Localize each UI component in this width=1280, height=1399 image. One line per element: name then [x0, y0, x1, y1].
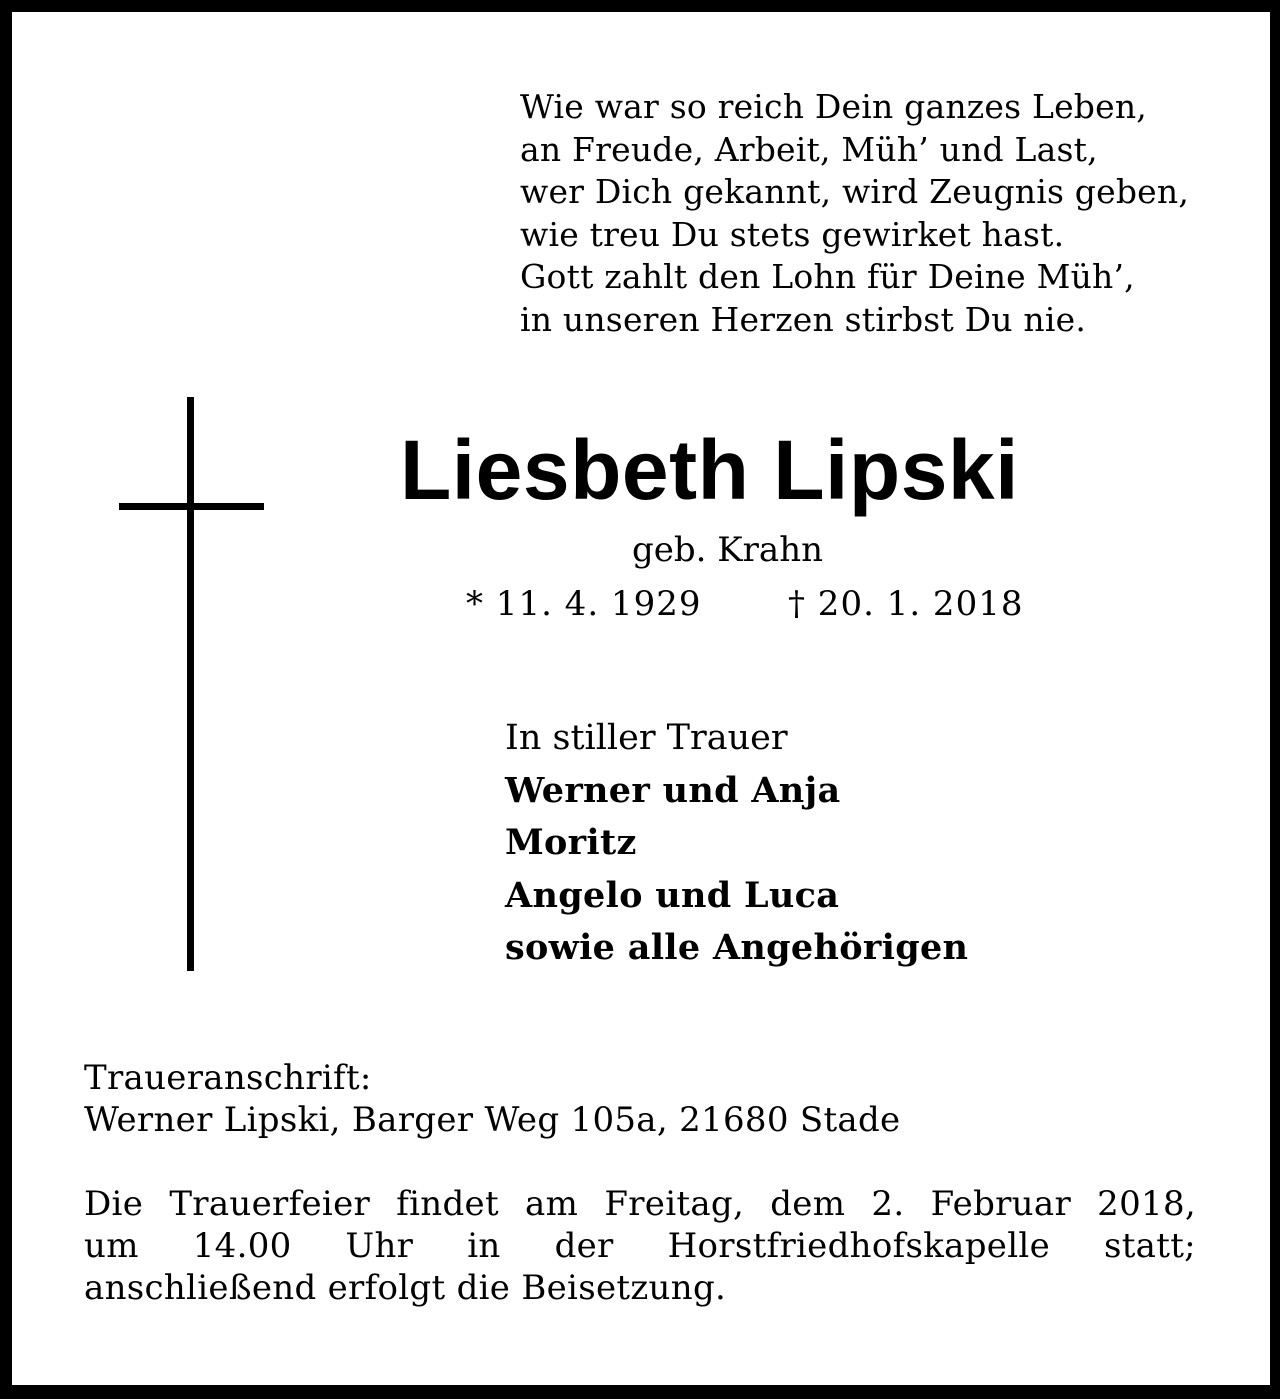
deceased-name: Liesbeth Lipski	[400, 423, 1019, 517]
mourners-intro: In stiller Trauer	[505, 718, 788, 758]
ceremony-notice	[84, 1183, 1196, 1309]
address-value: Werner Lipski, Barger Weg 105a, 21680 Stade	[84, 1100, 901, 1140]
birth-date: * 11. 4. 1929	[466, 584, 702, 624]
poem-line: Gott zahlt den Lohn für Deine Müh’,	[520, 257, 1135, 296]
ceremony-line: anschließend erfolgt die Beisetzung.	[84, 1268, 727, 1308]
cross-icon-bar	[119, 503, 264, 510]
ceremony-word: Horstfriedhofskapelle	[667, 1226, 1050, 1266]
poem-line: in unseren Herzen stirbst Du nie.	[520, 299, 1087, 339]
poem	[520, 86, 1189, 341]
ceremony-word: 14.00	[192, 1226, 292, 1266]
mourner-name: sowie alle Angehörigen	[505, 927, 969, 968]
mourner-name: Werner und Anja	[505, 769, 841, 811]
poem-line: wer Dich gekannt, wird Zeugnis geben,	[520, 172, 1190, 211]
maiden-name: geb. Krahn	[632, 530, 823, 570]
ceremony-line: Die Trauerfeier findet am Freitag, dem 2. Februar 2018,	[84, 1184, 1196, 1224]
address-label: Traueranschrift:	[84, 1058, 372, 1098]
ceremony-word: in	[467, 1226, 501, 1266]
mourner-name: Moritz	[505, 822, 637, 863]
poem-line: an Freude, Arbeit, Müh’ und Last,	[520, 129, 1098, 169]
ceremony-word: um	[84, 1226, 139, 1266]
life-dates	[466, 582, 1024, 626]
mourner-name: Angelo und Luca	[505, 874, 840, 916]
death-date: † 20. 1. 2018	[788, 584, 1024, 624]
poem-line: wie treu Du stets gewirket hast.	[520, 214, 1065, 254]
ceremony-line	[84, 1225, 1196, 1267]
ceremony-word: Uhr	[345, 1226, 414, 1266]
mourners-block	[505, 712, 968, 975]
poem-line: Wie war so reich Dein ganzes Leben,	[520, 87, 1147, 126]
cross-icon	[187, 397, 194, 971]
mourning-address	[84, 1057, 900, 1141]
ceremony-word: der	[554, 1226, 614, 1266]
ceremony-word: statt;	[1103, 1226, 1196, 1266]
